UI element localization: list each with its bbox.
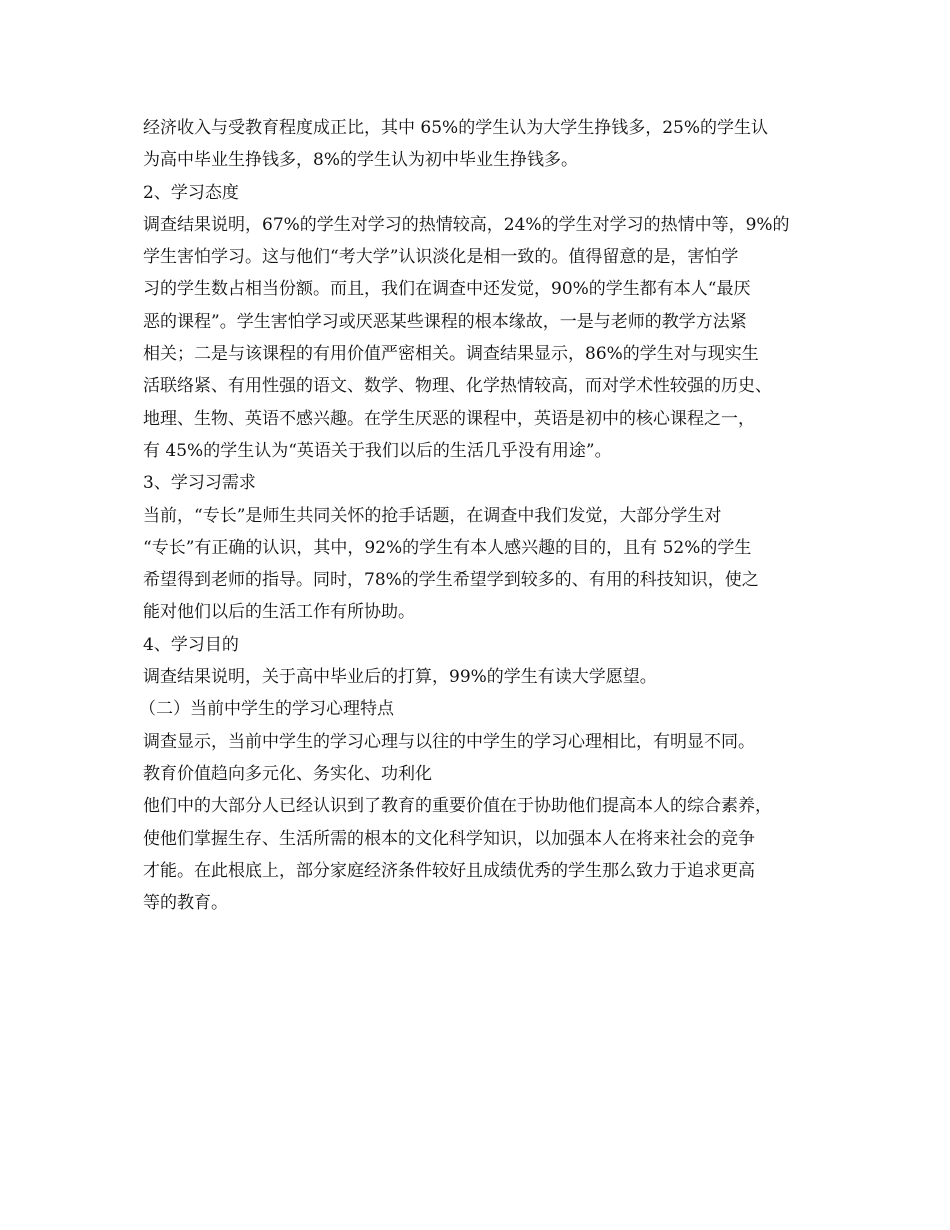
document-body: [139, 112, 823, 919]
paragraph-values: [143, 790, 823, 919]
section-heading-attitude: 2、学习态度: [143, 182, 239, 203]
text-line: 使他们掌握生存、生活所需的根本的文化科学知识，以加强本人在将来社会的竞争: [143, 828, 755, 849]
paragraph-income: [143, 112, 823, 177]
text-line: 调查结果说明，67%的学生对学习的热情较高，24%的学生对学习的热情中等，9%的: [143, 214, 790, 235]
text-line: 活联络紧、有用性强的语文、数学、物理、化学热情较高，而对学术性较强的历史、: [143, 376, 772, 397]
text-line: 调查结果说明，关于高中毕业后的打算，99%的学生有读大学愿望。: [143, 667, 657, 688]
text-line: 才能。在此根底上，部分家庭经济条件较好且成绩优秀的学生那么致力于追求更高: [143, 860, 755, 881]
section-heading-psychology: （二）当前中学生的学习心理特点: [139, 699, 394, 720]
text-line: 能对他们以后的生活工作有所协助。: [143, 602, 415, 623]
section-heading-values: 教育价值趋向多元化、务实化、功利化: [143, 763, 432, 784]
text-line: 希望得到老师的指导。同时，78%的学生希望学到较多的、有用的科技知识，使之: [143, 570, 759, 591]
text-line: 有 45%的学生认为“英语关于我们以后的生活几乎没有用途”。: [143, 440, 612, 461]
section-heading-purpose: 4、学习目的: [143, 634, 239, 655]
text-line: 地理、生物、英语不感兴趣。在学生厌恶的课程中，英语是初中的核心课程之一，: [143, 408, 755, 429]
text-line: 学生害怕学习。这与他们“考大学”认识淡化是相一致的。值得留意的是，害怕学: [143, 247, 739, 268]
text-line: 相关；二是与该课程的有用价值严密相关。调查结果显示，86%的学生对与现实生: [143, 344, 759, 365]
text-line: 他们中的大部分人已经认识到了教育的重要价值在于协助他们提高本人的综合素养，: [143, 796, 772, 817]
text-line: 习的学生数占相当份额。而且，我们在调查中还发觉，90%的学生都有本人“最厌: [143, 279, 751, 300]
paragraph-needs: [143, 500, 823, 629]
paragraph-attitude: [143, 209, 823, 467]
text-line: 为高中毕业生挣钱多，8%的学生认为初中毕业生挣钱多。: [143, 150, 578, 171]
text-line: 恶的课程”。学生害怕学习或厌恶某些课程的根本缘故，一是与老师的教学方法紧: [143, 311, 747, 332]
text-line: “专长”有正确的认识，其中，92%的学生有本人感兴趣的目的，且有 52%的学生: [143, 537, 752, 558]
paragraph-purpose: [143, 661, 823, 693]
text-line: 经济收入与受教育程度成正比，其中 65%的学生认为大学生挣钱多，25%的学生认: [143, 118, 768, 138]
text-line: 调查显示，当前中学生的学习心理与以往的中学生的学习心理相比，有明显不同。: [143, 731, 755, 752]
paragraph-survey: [143, 726, 823, 758]
text-line: 等的教育。: [143, 893, 228, 914]
section-heading-needs: 3、学习习需求: [143, 473, 256, 494]
text-line: 当前，“专长”是师生共同关怀的抢手话题，在调查中我们发觉，大部分学生对: [143, 505, 722, 526]
